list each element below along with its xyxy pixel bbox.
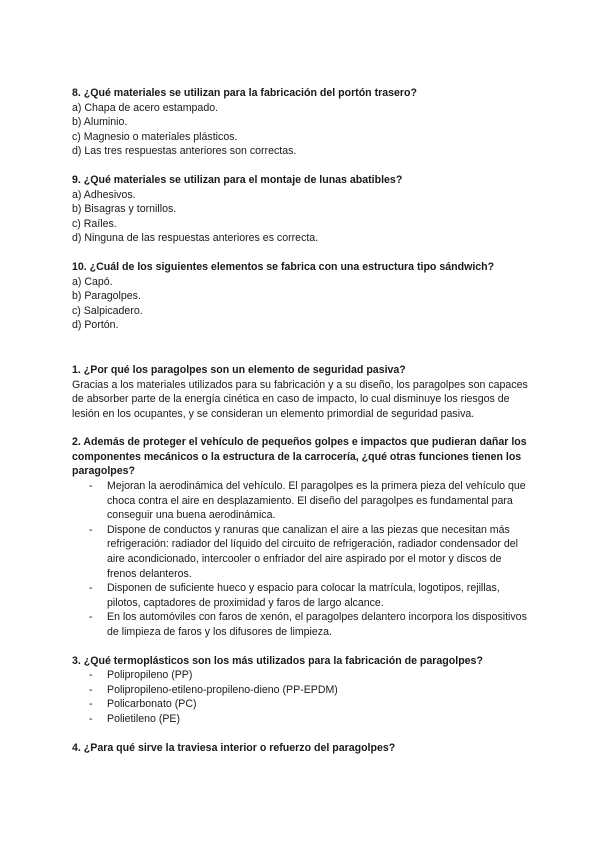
answer-option: d) Ninguna de las respuestas anteriores es correcta. bbox=[72, 232, 319, 245]
answer-paragraph: Gracias a los materiales utilizados para su fabricación y a su diseño, los paragolpes son capaces de absorber parte de la energía cinética en caso de impacto, lo cual disminuye los riesgos de lesión en los ocupantes, y se consideran un elemento primordial de seguridad pasiva. bbox=[72, 378, 528, 420]
question-title: 9. ¿Qué materiales se utilizan para el montaje de lunas abatibles? bbox=[72, 173, 403, 186]
open-question-4 bbox=[72, 741, 532, 756]
list-item: - Dispone de conductos y ranuras que canalizan el aire a las piezas que necesitan más refrigeración: radiador del líquido del circuito de refrigeración, radiador condensador del aire acondicionado, intercooler o enfriador del aire aspirado por el motor y discos de frenos delanteros. bbox=[89, 523, 519, 580]
bullet-marker: - bbox=[89, 582, 93, 595]
answer-option: c) Magnesio o materiales plásticos. bbox=[72, 130, 238, 143]
question-title: 3. ¿Qué termoplásticos son los más utilizados para la fabricación de paragolpes? bbox=[72, 654, 483, 667]
answer-option: a) Capó. bbox=[72, 275, 113, 288]
document-page bbox=[72, 86, 532, 755]
bullet-marker: - bbox=[89, 698, 93, 711]
bullet-marker: - bbox=[89, 480, 93, 493]
list-item: - Disponen de suficiente hueco y espacio para colocar la matrícula, logotipos, rejillas, pilotos, captadores de proximidad y faros de largo alcance. bbox=[89, 582, 500, 609]
bullet-marker: - bbox=[89, 712, 93, 725]
list-item: - Polietileno (PE) bbox=[89, 712, 181, 725]
list-item: - En los automóviles con faros de xenón, el paragolpes delantero incorpora los dispositivos de limpieza de faros y los difusores de limpieza. bbox=[89, 611, 527, 638]
question-title: 8. ¿Qué materiales se utilizan para la fabricación del portón trasero? bbox=[72, 87, 417, 99]
answer-option: c) Raíles. bbox=[72, 217, 117, 230]
question-9 bbox=[72, 173, 532, 246]
bullet-marker: - bbox=[89, 523, 93, 536]
answer-option: b) Aluminio. bbox=[72, 116, 128, 129]
answer-option: b) Paragolpes. bbox=[72, 290, 141, 303]
answer-list bbox=[72, 479, 532, 640]
answer-option: a) Chapa de acero estampado. bbox=[72, 101, 219, 114]
open-question-2 bbox=[72, 435, 532, 639]
bullet-marker: - bbox=[89, 611, 93, 624]
bullet-marker: - bbox=[89, 683, 93, 696]
list-item: - Mejoran la aerodinámica del vehículo. El paragolpes es la primera pieza del vehículo que choca contra el aire en desplazamiento. El diseño del paragolpes es fundamental para conseguir una buena aerodinámica. bbox=[89, 480, 526, 522]
answer-option: c) Salpicadero. bbox=[72, 304, 143, 317]
question-title: 1. ¿Por qué los paragolpes son un elemento de seguridad pasiva? bbox=[72, 363, 406, 376]
bullet-marker: - bbox=[89, 669, 93, 682]
list-item: - Polipropileno-etileno-propileno-dieno (PP-EPDM) bbox=[89, 683, 338, 696]
question-title: 10. ¿Cuál de los siguientes elementos se fabrica con una estructura tipo sándwich? bbox=[72, 260, 495, 273]
question-title: 2. Además de proteger el vehículo de pequeños golpes e impactos que pudieran dañar los componentes mecánicos o la estructura de la carrocería, ¿qué otras funciones tienen los paragolpes? bbox=[72, 436, 527, 478]
answer-list bbox=[72, 668, 532, 726]
list-item: - Policarbonato (PC) bbox=[89, 698, 197, 711]
question-title: 4. ¿Para qué sirve la traviesa interior o refuerzo del paragolpes? bbox=[72, 741, 396, 754]
question-10 bbox=[72, 260, 532, 333]
question-8 bbox=[72, 86, 532, 159]
open-question-1 bbox=[72, 363, 532, 421]
list-item: - Polipropileno (PP) bbox=[89, 669, 193, 682]
answer-option: a) Adhesivos. bbox=[72, 188, 136, 201]
answer-option: d) Las tres respuestas anteriores son correctas. bbox=[72, 145, 297, 158]
answer-option: d) Portón. bbox=[72, 319, 119, 332]
open-question-3 bbox=[72, 654, 532, 727]
answer-option: b) Bisagras y tornillos. bbox=[72, 203, 177, 216]
